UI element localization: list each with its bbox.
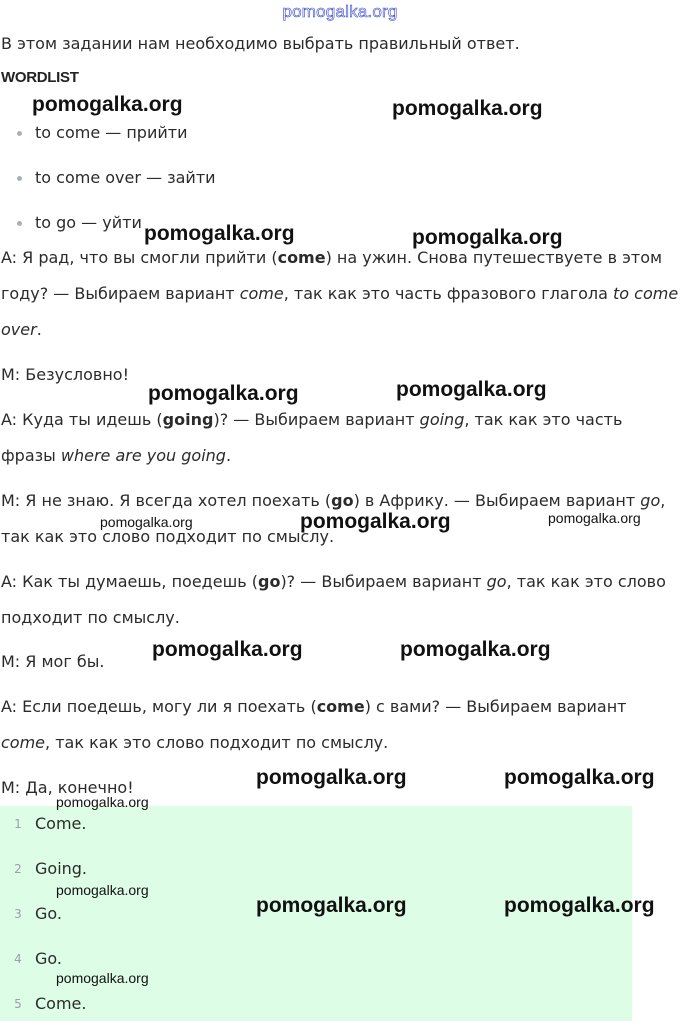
wordlist-item: to go — уйти — [0, 205, 216, 250]
answer-item: 3 Go. — [14, 904, 62, 923]
watermark: pomogalka.org — [504, 894, 655, 917]
watermark: pomogalka.org — [300, 510, 451, 533]
dialogue-line: A: Я рад, что вы смогли прийти (come) на ужин. Снова путешествуете в этом году? — Выбираем вариант come, так как это часть фразового глагола to come over. — [1, 248, 679, 339]
watermark: pomogalka.org — [548, 510, 641, 526]
watermark: pomogalka.org — [412, 226, 563, 249]
site-watermark-top: pomogalka.org — [282, 2, 398, 21]
watermark: pomogalka.org — [152, 638, 303, 661]
watermark: pomogalka.org — [256, 766, 407, 789]
bullet-icon — [17, 176, 22, 181]
answer-item: 2 Going. — [14, 859, 88, 878]
watermark: pomogalka.org — [400, 638, 551, 661]
dialogue-line: M: Я мог бы. — [1, 652, 105, 671]
answers-list — [0, 806, 87, 1031]
wordlist-item: to come — прийти — [0, 115, 216, 160]
dialogue-line: A: Как ты думаешь, поедешь (go)? — Выбираем вариант go, так как это слово подходит по смыслу. — [1, 572, 666, 627]
dialogue-line: M: Да, конечно! — [1, 778, 134, 797]
dialogue-line: M: Безусловно! — [1, 365, 129, 384]
dialogue-line: A: Если поедешь, могу ли я поехать (come) с вами? — Выбираем вариант come, так как это слово подходит по смыслу. — [1, 697, 627, 752]
answer-item: 1 Come. — [14, 814, 87, 833]
wordlist-title: WORDLIST — [1, 69, 79, 86]
answer-item: 4 Go. — [14, 949, 62, 968]
intro-text: В этом задании нам необходимо выбрать правильный ответ. — [1, 34, 520, 53]
bullet-icon — [17, 221, 22, 226]
watermark: pomogalka.org — [256, 894, 407, 917]
watermark: pomogalka.org — [144, 222, 295, 245]
watermark: pomogalka.org — [100, 514, 193, 530]
watermark: pomogalka.org — [56, 794, 149, 810]
watermark: pomogalka.org — [504, 766, 655, 789]
watermark: pomogalka.org — [148, 382, 299, 405]
watermark: pomogalka.org — [56, 970, 149, 986]
wordlist-item: to come over — зайти — [0, 160, 216, 205]
dialogue-line: A: Куда ты идешь (going)? — Выбираем вариант going, так как это часть фразы where are you going. — [1, 410, 623, 465]
bullet-icon — [17, 131, 22, 136]
watermark: pomogalka.org — [56, 882, 149, 898]
watermark: pomogalka.org — [32, 93, 183, 116]
watermark: pomogalka.org — [396, 378, 547, 401]
dialogue-line: M: Я не знаю. Я всегда хотел поехать (go) в Африку. — Выбираем вариант go, так как это слово подходит по смыслу. — [1, 491, 666, 546]
answer-item: 5 Come. — [14, 994, 87, 1013]
watermark: pomogalka.org — [392, 97, 543, 120]
